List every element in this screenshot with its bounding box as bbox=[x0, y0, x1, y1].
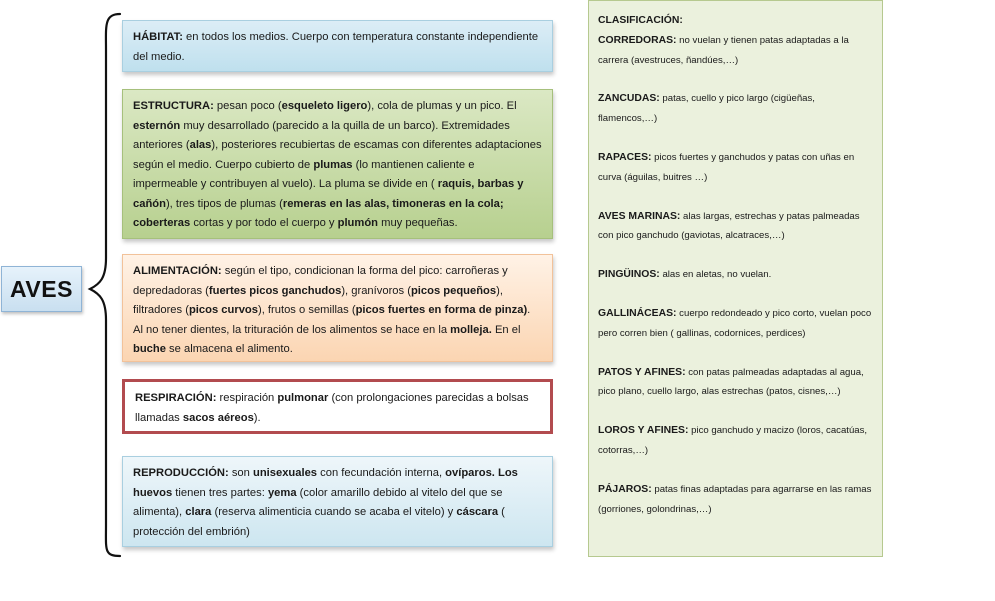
text-segment: tienen tres partes: bbox=[172, 486, 268, 499]
habitat-text bbox=[133, 28, 542, 67]
text-segment: (con prolongaciones parecidas a bolsas llamadas bbox=[135, 392, 529, 424]
estructura-text bbox=[133, 97, 542, 234]
classification-item bbox=[598, 421, 873, 461]
text-segment: según el tipo, condicionan la forma del pico: carroñeras y depredadoras ( bbox=[133, 265, 508, 297]
text-segment: muy desarrollado (parecido a la quilla de un barco). Extremidades anteriores ( bbox=[133, 119, 510, 151]
reproduccion-card bbox=[122, 456, 553, 547]
text-segment: respiración bbox=[216, 392, 278, 404]
text-segment: ALIMENTACIÓN: bbox=[133, 265, 222, 277]
classification-item bbox=[598, 265, 873, 285]
classification-list bbox=[598, 31, 873, 520]
classification-panel bbox=[588, 0, 883, 557]
classification-item-name: RAPACES: bbox=[598, 151, 652, 163]
text-segment: esqueleto ligero bbox=[281, 100, 368, 112]
main-topic-box bbox=[1, 266, 82, 312]
classification-item bbox=[598, 148, 873, 188]
text-segment: se almacena el alimento. bbox=[165, 343, 293, 355]
classification-item-desc: patas finas adaptadas para agarrarse en las ramas (gorriones, golondrinas,…) bbox=[598, 483, 872, 515]
classification-item bbox=[598, 89, 873, 129]
text-segment: cáscara bbox=[456, 506, 499, 518]
text-segment: sacos aéreos bbox=[182, 411, 254, 424]
text-segment: ), filtradores ( bbox=[133, 284, 503, 316]
classification-item-desc: con patas palmeadas adaptadas al agua, pico plano, cuello largo, alas estrechas (patos, cisnes,…) bbox=[598, 366, 864, 398]
alimentacion-text bbox=[133, 262, 542, 360]
classification-item-name: PATOS Y AFINES: bbox=[598, 366, 686, 378]
classification-item-name: GALLINÁCEAS: bbox=[598, 307, 677, 319]
text-segment: (reserva alimenticia cuando se acaba el vitelo) y bbox=[211, 506, 457, 518]
classification-item bbox=[598, 363, 873, 403]
classification-item-desc: alas largas, estrechas y patas palmeadas con pico ganchudo (gaviotas, alcatraces,…) bbox=[598, 210, 860, 242]
estructura-card bbox=[122, 89, 553, 239]
classification-item-name: AVES MARINAS: bbox=[598, 210, 681, 222]
text-segment: en todos los medios. Cuerpo con temperatura constante independiente del medio. bbox=[133, 31, 539, 63]
text-segment: unisexuales bbox=[252, 467, 318, 479]
text-segment: ESTRUCTURA: bbox=[133, 100, 214, 112]
text-segment: (color amarillo debido al vitelo del que se alimenta), bbox=[133, 486, 503, 518]
classification-item bbox=[598, 480, 873, 520]
text-segment: RESPIRACIÓN: bbox=[135, 392, 217, 404]
text-segment: ), cola de plumas y un pico. El bbox=[367, 100, 517, 112]
text-segment: cortas y por todo el cuerpo y bbox=[190, 217, 338, 229]
text-segment: picos fuertes en forma de pinza) bbox=[355, 304, 528, 316]
text-segment: raquis, barbas y cañón bbox=[133, 178, 524, 210]
classification-item bbox=[598, 31, 873, 71]
text-segment: . Al no tener dientes, la trituración de los alimentos se hace en la bbox=[133, 304, 531, 336]
classification-item-name: PINGÜINOS: bbox=[598, 269, 660, 281]
text-segment: picos curvos bbox=[188, 304, 258, 316]
text-segment: buche bbox=[133, 343, 166, 355]
text-segment: esternón bbox=[133, 119, 181, 132]
classification-item-name: PÁJAROS: bbox=[598, 483, 652, 495]
classification-item-desc: alas en aletas, no vuelan. bbox=[659, 269, 772, 281]
text-segment: ), posteriores recubiertas de escamas con diferentes adaptaciones según el medio. Cuerpo cubierto de bbox=[133, 139, 542, 171]
text-segment: ). bbox=[253, 411, 261, 424]
classification-item-desc: no vuelan y tienen patas adaptadas a la carrera (avestruces, ñandúes,…) bbox=[598, 34, 849, 66]
text-segment: alas bbox=[189, 139, 212, 151]
text-segment: ( protección del embrión) bbox=[133, 506, 505, 538]
text-segment: muy pequeñas. bbox=[378, 217, 458, 229]
text-segment: pesan poco ( bbox=[213, 100, 282, 112]
alimentacion-card bbox=[122, 254, 553, 362]
classification-item-name: LOROS Y AFINES: bbox=[598, 425, 689, 437]
text-segment: ), granívoros ( bbox=[341, 284, 411, 297]
text-segment: HÁBITAT: bbox=[133, 31, 183, 43]
text-segment: con fecundación interna, bbox=[317, 467, 446, 479]
respiracion-card bbox=[122, 379, 553, 434]
reproduccion-text bbox=[133, 464, 542, 542]
text-segment: En el bbox=[491, 323, 521, 336]
text-segment: (lo mantienen caliente e impermeable y contribuyen al vuelo). La pluma se divide en ( bbox=[133, 158, 475, 190]
text-segment: plumas bbox=[313, 158, 353, 171]
text-segment: ), frutos o semillas ( bbox=[257, 304, 356, 316]
habitat-card bbox=[122, 20, 553, 72]
text-segment: molleja. bbox=[450, 323, 492, 336]
classification-item-desc: picos fuertes y ganchudos y patas con uñas en curva (águilas, buitres …) bbox=[598, 151, 855, 183]
respiracion-text bbox=[135, 389, 540, 428]
classification-item-desc: patas, cuello y pico largo (cigüeñas, flamencos,…) bbox=[598, 93, 815, 125]
text-segment: fuertes picos ganchudos bbox=[208, 284, 342, 297]
text-segment: ), tres tipos de plumas ( bbox=[165, 197, 283, 210]
text-segment: remeras en las alas, timoneras en la cola; coberteras bbox=[133, 197, 504, 229]
text-segment: son bbox=[228, 467, 253, 479]
text-segment: plumón bbox=[337, 217, 379, 229]
classification-item bbox=[598, 304, 873, 344]
classification-title: CLASIFICACIÓN: bbox=[598, 15, 683, 26]
text-segment: picos pequeños bbox=[410, 284, 497, 297]
curly-brace-icon bbox=[84, 10, 124, 560]
classification-item bbox=[598, 207, 873, 247]
text-segment: ovíparos. Los huevos bbox=[133, 467, 518, 499]
text-segment: REPRODUCCIÓN: bbox=[133, 467, 229, 479]
classification-item-desc: cuerpo redondeado y pico corto, vuelan poco pero corren bien ( gallinas, codornices, perdices) bbox=[598, 307, 872, 339]
classification-item-name: CORREDORAS: bbox=[598, 34, 677, 46]
classification-item-name: ZANCUDAS: bbox=[598, 93, 660, 105]
text-segment: yema bbox=[267, 486, 297, 499]
text-segment: clara bbox=[185, 506, 212, 518]
text-segment: pulmonar bbox=[277, 392, 329, 404]
classification-item-desc: pico ganchudo y macizo (loros, cacatúas, cotorras,…) bbox=[598, 425, 868, 456]
main-topic-label: AVES bbox=[10, 275, 73, 302]
